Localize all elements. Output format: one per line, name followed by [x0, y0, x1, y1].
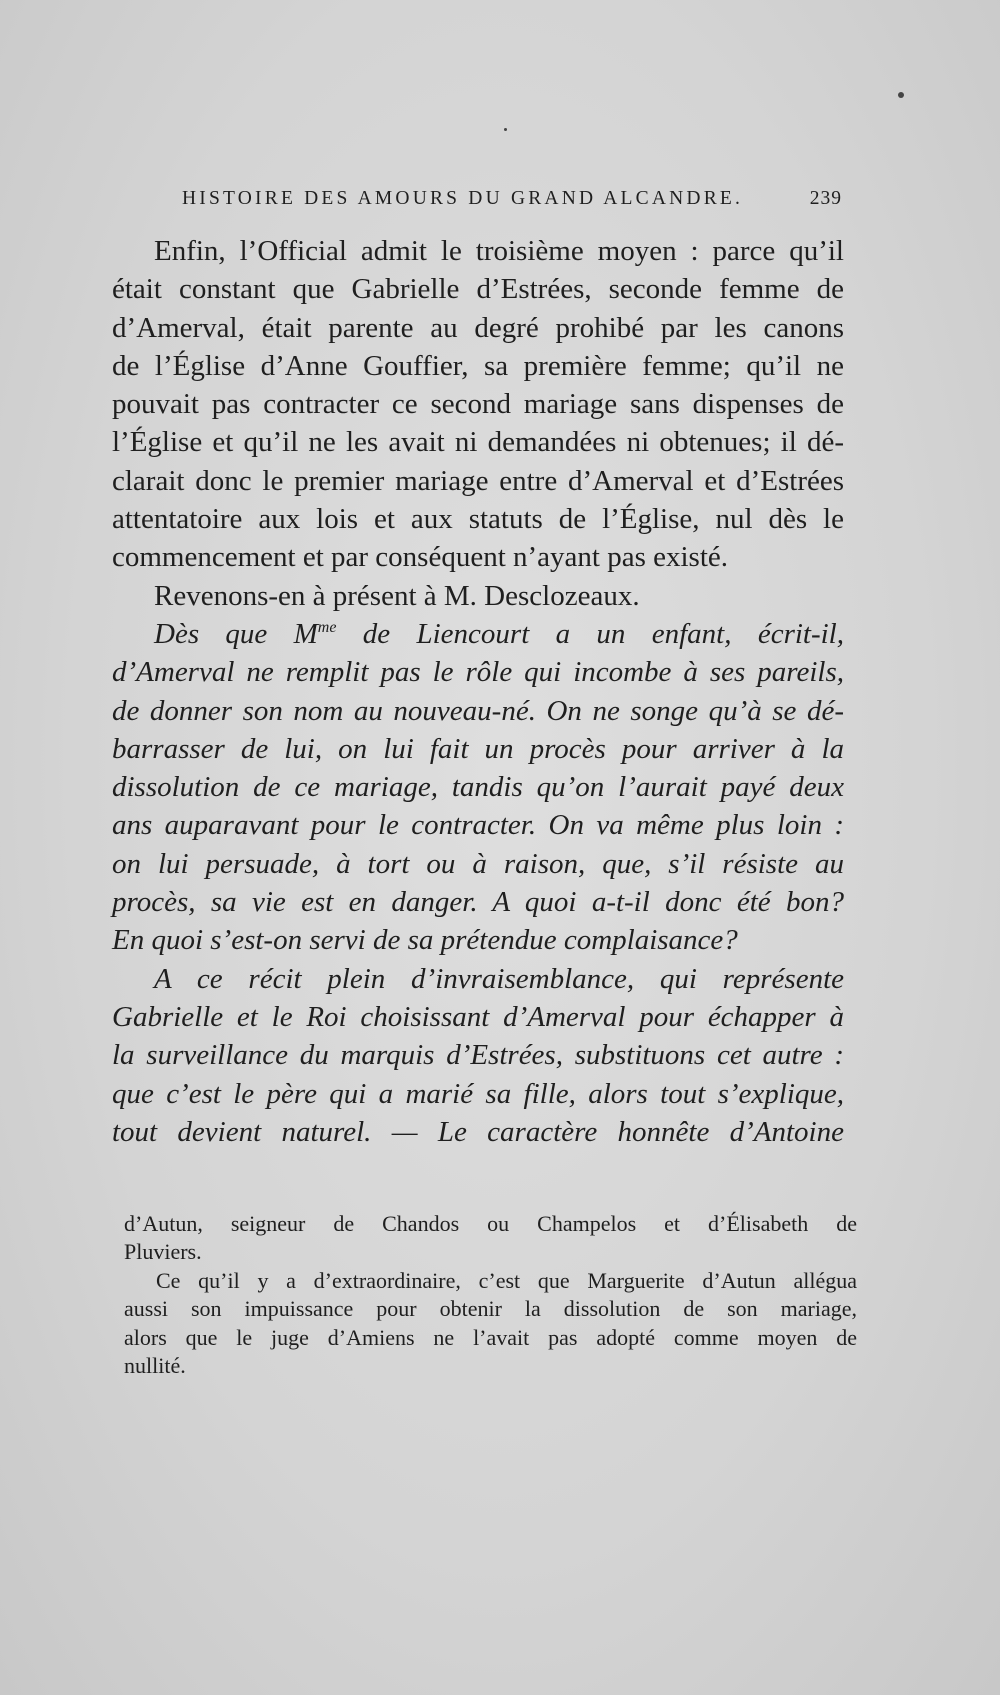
text-line: l’Église et qu’il ne les avait ni demandées ni obtenues; il dé-: [112, 426, 844, 459]
text-line: tout devient naturel. — Le caractère honnête d’Antoine: [112, 1115, 844, 1148]
quote-line: procès, sa vie est en danger. A quoi a-t-il donc été bon?: [112, 886, 844, 919]
text-line: la surveillance du marquis d’Estrées, substituons cet autre :: [112, 1039, 844, 1072]
text-line: pouvait pas contracter ce second mariage sans dispenses de: [112, 388, 844, 421]
footnote-line: Pluviers.: [124, 1239, 202, 1265]
quote-line: on lui persuade, à tort ou à raison, que, s’il résiste au: [112, 847, 844, 880]
footnote-line: aussi son impuissance pour obtenir la dissolution de son mariage,: [124, 1296, 857, 1322]
text-line: commencement et par conséquent n’ayant pas existé.: [112, 541, 729, 574]
page-number: 239: [809, 188, 842, 209]
running-header: [182, 188, 842, 218]
text-line: Enfin, l’Official admit le troisième moyen : parce qu’il: [154, 235, 844, 267]
text-line: attentatoire aux lois et aux statuts de l’Église, nul dès le: [112, 503, 844, 536]
text-line: A ce récit plein d’invraisemblance, qui représente: [154, 962, 844, 995]
footnote-line: Ce qu’il y a d’extraordinaire, c’est que Marguerite d’Autun allégua: [156, 1267, 857, 1293]
text-line: que c’est le père qui a marié sa fille, alors tout s’explique,: [112, 1077, 844, 1110]
text-line: Revenons-en à présent à M. Desclozeaux.: [154, 579, 640, 612]
text-line: d’Amerval, était parente au degré prohibé par les canons: [112, 311, 844, 344]
footnote-line: nullité.: [124, 1353, 186, 1379]
quote-line: dissolution de ce mariage, tandis qu’on l’aurait payé deux: [112, 771, 844, 804]
running-title: HISTOIRE DES AMOURS DU GRAND ALCANDRE.: [182, 188, 744, 209]
quote-line: En quoi s’est-on servi de sa prétendue complaisance?: [112, 924, 738, 957]
ink-speck: [504, 128, 507, 131]
ink-speck: [898, 92, 904, 98]
footnote-line: d’Autun, seigneur de Chandos ou Champelos et d’Élisabeth de: [124, 1211, 857, 1236]
quote-line: de donner son nom au nouveau-né. On ne songe qu’à se dé-: [112, 694, 844, 727]
superscript: me: [317, 618, 337, 636]
main-text: [112, 232, 844, 1151]
footnote-line: alors que le juge d’Amiens ne l’avait pas adopté comme moyen de: [124, 1324, 857, 1350]
quote-line: [112, 615, 844, 653]
quote-text: de Liencourt a un enfant, écrit-il,: [336, 617, 844, 650]
text-line: était constant que Gabrielle d’Estrées, seconde femme de: [112, 273, 844, 306]
quote-text: Dès que M: [154, 617, 318, 650]
quote-line: d’Amerval ne remplit pas le rôle qui incombe à ses pareils,: [112, 656, 844, 689]
quote-line: ans auparavant pour le contracter. On va même plus loin :: [112, 809, 844, 842]
text-line: clarait donc le premier mariage entre d’Amerval et d’Estrées: [112, 464, 844, 497]
text-line: Gabrielle et le Roi choisissant d’Amerval pour échapper à: [112, 1000, 844, 1033]
footnotes: [124, 1210, 857, 1380]
quote-line: barrasser de lui, on lui fait un procès pour arriver à la: [112, 732, 844, 765]
text-line: de l’Église d’Anne Gouffier, sa première femme; qu’il ne: [112, 349, 844, 382]
